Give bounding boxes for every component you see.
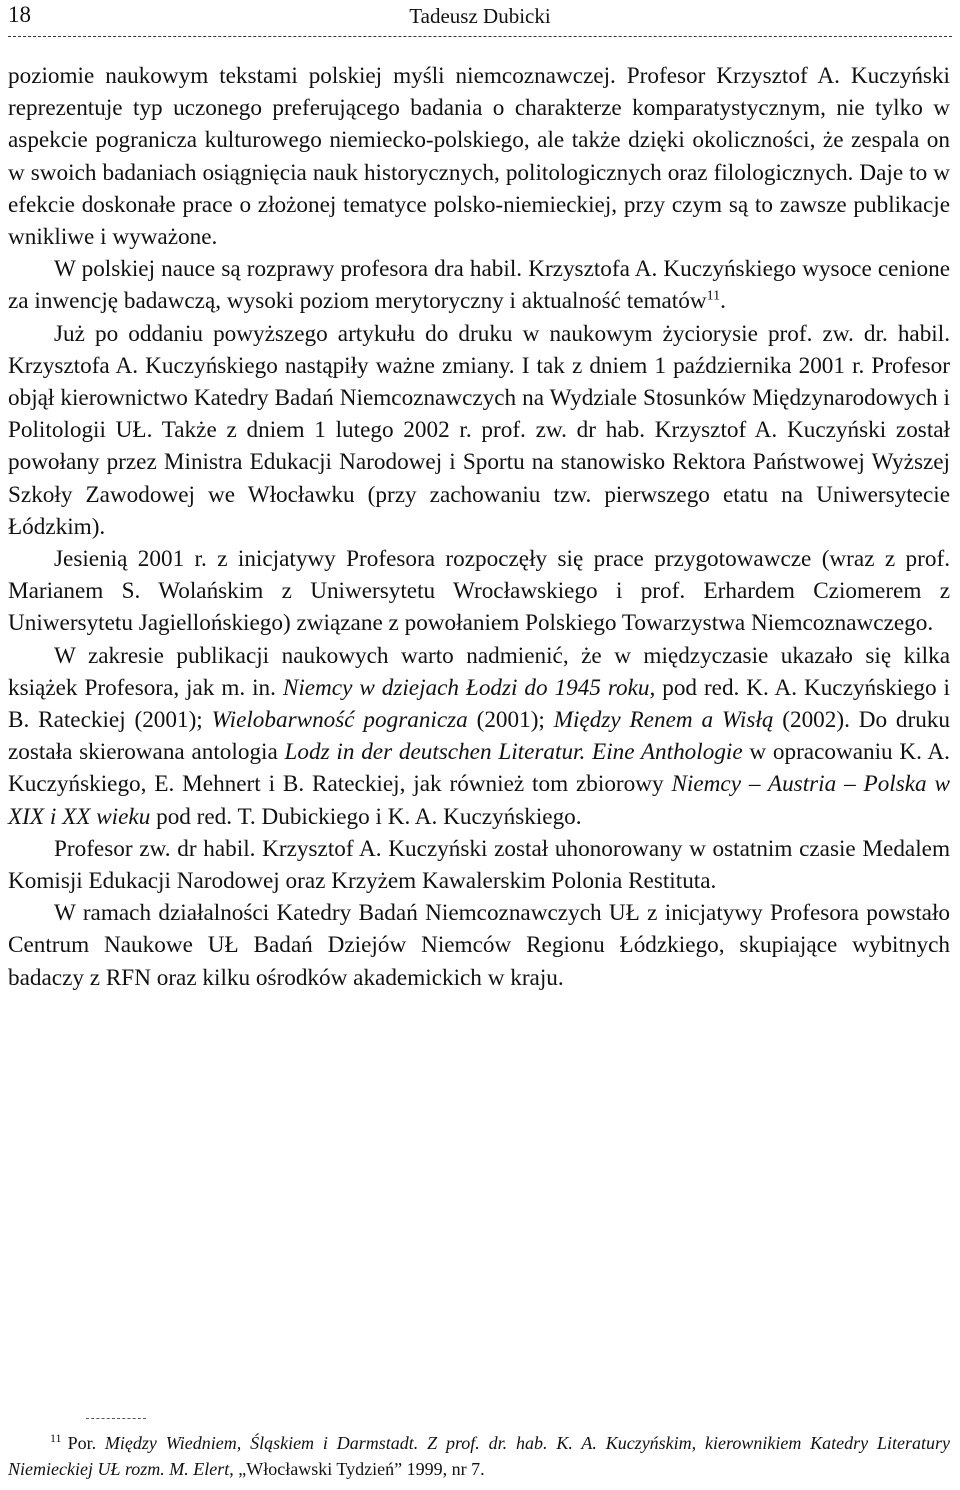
paragraph-4: Jesienią 2001 r. z inicjatywy Profesora rozpoczęły się prace przygotowawcze (wraz z prof. Marianem S. Wolańskim z Uniwersytetu Wrocławskiego i prof. Erhardem Cziomerem z Uniwersytetu Jagiellońskiego) związane z powołaniem Polskiego Towarzystwa Niemcoznawczego. xyxy=(8,546,950,637)
page-number: 18 xyxy=(8,2,31,27)
book-title-1: Niemcy w dziejach Łodzi do 1945 roku, xyxy=(282,674,656,701)
paragraph-5-text-a: W zakresie publikacji naukowych warto nadmienić, że w międzyczasie ukazało się kilka książek Profesora, jak m. in. xyxy=(8,642,950,701)
running-header xyxy=(8,0,952,37)
footnote-reference: 11 xyxy=(706,288,721,304)
running-title: Tadeusz Dubicki xyxy=(409,4,551,28)
footnote-text-b: „Włocławski Tydzień” 1999, nr 7. xyxy=(233,1459,485,1479)
book-title-4: Lodz in der deutschen Literatur. Eine Anthologie xyxy=(284,739,743,766)
book-title-2: Wielobarwność pogranicza xyxy=(211,707,468,734)
body-text xyxy=(8,60,950,994)
paragraph-1: poziomie naukowym tekstami polskiej myśli niemcoznawczej. Profesor Krzysztof A. Kuczyński reprezentuje typ uczonego preferującego badania o charakterze komparatystycznym, nie tylko w aspekcie pogranicza kulturowego niemiecko-polskiego, ale także dzięki okoliczności, że zespala on w swoich badaniach osiągnięcia nauk historycznych, politologicznych oraz filologicznych. Daje to w efekcie doskonałe prace o złożonej tematyce polsko-niemieckiej, przy czym są to zawsze publikacje wnikliwe i wyważone. xyxy=(8,63,950,251)
footnote-text-a: Por. xyxy=(67,1433,105,1453)
book-title-5: Niemcy – Austria – Polska w XIX i XX wieku xyxy=(8,771,950,830)
book-title-3: Między Renem a Wisłą xyxy=(553,707,774,734)
paragraph-3: Już po oddaniu powyższego artykułu do druku w naukowym życiorysie prof. zw. dr. habil. Krzysztofa A. Kuczyńskiego nastąpiły ważne zmiany. I tak z dniem 1 października 2001 r. Profesor objął kierownictwo Katedry Badań Niemcoznawczych na Wydziale Stosunków Międzynarodowych i Politologii UŁ. Także z dniem 1 lutego 2002 r. prof. zw. dr hab. Krzysztof A. Kuczyński został powołany przez Ministra Edukacji Narodowej i Sportu na stanowisko Rektora Państwowej Wyższej Szkoły Zawodowej we Włocławku (przy zachowaniu tzw. pierwszego etatu na Uniwersytecie Łódzkim). xyxy=(8,320,950,540)
footnote-citation-title: Między Wiedniem, Śląskiem i Darmstadt. Z prof. dr. hab. K. A. Kuczyńskim, kierownikiem Katedry Literatury Niemieckiej UŁ rozm. M. Elert, xyxy=(8,1433,950,1479)
paragraph-6: Profesor zw. dr habil. Krzysztof A. Kuczyński został uhonorowany w ostatnim czasie Medalem Komisji Edukacji Narodowej oraz Krzyżem Kawalerskim Polonia Restituta. xyxy=(8,835,950,895)
paragraph-2-text: W polskiej nauce są rozprawy profesora dra habil. Krzysztofa A. Kuczyńskiego wysoce cenione za inwencję badawczą, wysoki poziom merytoryczny i aktualność tematów xyxy=(8,256,950,315)
paragraph-5-text-e: w opracowaniu K. A. Kuczyńskiego, E. Mehnert i B. Rateckiej, jak również tom zbiorowy xyxy=(8,739,950,798)
paragraph-5-text-f: pod red. T. Dubickiego i K. A. Kuczyńskiego. xyxy=(150,803,582,830)
paragraph-2 xyxy=(8,253,950,317)
paragraph-5-text-b: pod red. K. A. Kuczyńskiego i B. Rateckiej (2001); xyxy=(8,674,950,734)
paragraph-7: W ramach działalności Katedry Badań Niemcoznawczych UŁ z inicjatywy Profesora powstało Centrum Naukowe UŁ Badań Dziejów Niemców Regionu Łódzkiego, skupiające wybitnych badaczy z RFN oraz kilku ośrodków akademickich w kraju. xyxy=(8,900,950,991)
paragraph-5-text-c: (2001); xyxy=(467,707,554,734)
paragraph-5-text-d: (2002). Do druku została skierowana antologia xyxy=(8,707,950,766)
paragraph-2-end: . xyxy=(720,288,726,315)
paragraph-5 xyxy=(8,640,950,833)
footnote-mark: 11 xyxy=(50,1431,62,1445)
footnote xyxy=(8,1430,950,1482)
footnote-divider xyxy=(86,1418,146,1419)
